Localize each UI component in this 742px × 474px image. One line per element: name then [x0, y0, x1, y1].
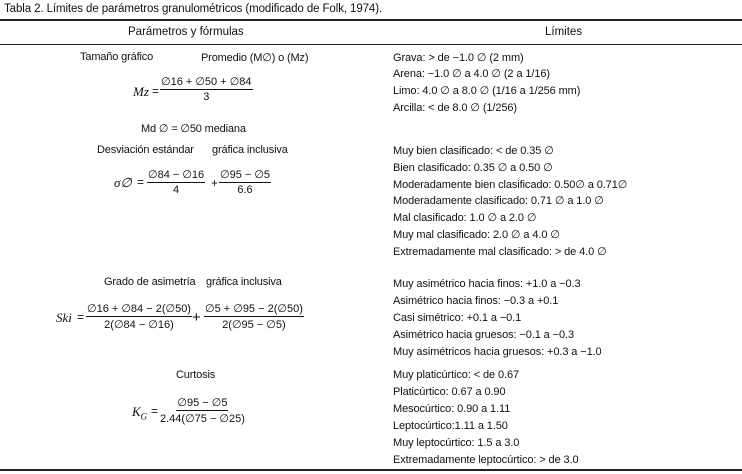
kurtosis-limit-2: Mesocúrtico: 0.90 a 1.11	[393, 403, 511, 415]
mean-limit-0: Grava: > de −1.0 ∅ (2 mm)	[393, 52, 524, 64]
sorting-limit-3: Moderadamente clasificado: 0.71 ∅ a 1.0 ∅	[393, 195, 604, 207]
mean-formula-numerator: ∅16 + ∅50 + ∅84	[161, 76, 252, 88]
median-formula: Md ∅ = ∅50 mediana	[141, 123, 246, 135]
skewness-limit-1: Asimétrico hacia finos: −0.3 a +0.1	[393, 295, 559, 307]
skewness-denominator-1: 2(∅84 − ∅16)	[104, 319, 174, 331]
skewness-numerator-1: ∅16 + ∅84 − 2(∅50)	[87, 303, 191, 315]
sorting-numerator-2: ∅95 − ∅5	[220, 169, 271, 181]
mean-formula-fraction	[160, 75, 253, 103]
sorting-limit-4: Mal clasificado: 1.0 ∅ a 2.0 ∅	[393, 212, 537, 224]
skewness-formula-plus: +	[192, 309, 201, 326]
kurtosis-formula-equals: =	[151, 404, 159, 418]
table-caption: Tabla 2. Límites de parámetros granulométricos (modificado de Folk, 1974).	[4, 3, 383, 15]
kurtosis-numerator: ∅95 − ∅5	[177, 397, 228, 409]
sorting-formula-fraction-2	[219, 168, 271, 196]
mean-formula-lhs: Mz	[133, 84, 149, 99]
kurtosis-formula-fraction	[160, 396, 245, 425]
mean-limit-3: Arcilla: < de 8.0 ∅ (1/256)	[393, 102, 517, 114]
sorting-formula-plus: +	[211, 176, 219, 190]
header-limits: Límites	[545, 26, 583, 38]
mean-label-average: Promedio (M∅) o (Mz)	[201, 52, 309, 64]
skewness-formula-equals: =	[77, 310, 85, 324]
sorting-label-inclusive: gráfica inclusiva	[212, 144, 288, 156]
mean-limit-2: Limo: 4.0 ∅ a 8.0 ∅ (1/16 a 1/256 mm)	[393, 85, 581, 97]
skewness-limit-0: Muy asimétrico hacia finos: +1.0 a −0.3	[393, 278, 581, 290]
skewness-numerator-2: ∅5 + ∅95 − 2(∅50)	[205, 303, 303, 315]
mean-limit-1: Arena: −1.0 ∅ a 4.0 ∅ (2 a 1/16)	[393, 68, 550, 80]
sorting-denominator-2: 6.6	[237, 184, 253, 196]
skewness-label-inclusive: gráfica inclusiva	[206, 276, 282, 288]
kurtosis-lhs-main: K	[132, 404, 141, 419]
sorting-limit-1: Bien clasificado: 0.35 ∅ a 0.50 ∅	[393, 162, 553, 174]
skewness-limit-3: Asimétrico hacia gruesos: −0.1 a −0.3	[393, 329, 574, 341]
kurtosis-limit-4: Muy leptocúrtico: 1.5 a 3.0	[393, 437, 520, 449]
skewness-formula-lhs: Ski	[56, 310, 72, 325]
sorting-limit-0: Muy bien clasificado: < de 0.35 ∅	[393, 145, 554, 157]
sorting-formula-lhs: σ∅	[114, 175, 132, 190]
mean-formula-denominator: 3	[203, 91, 210, 103]
skewness-label-asymmetry: Grado de asimetría	[104, 276, 196, 288]
kurtosis-formula-lhs	[132, 404, 147, 422]
kurtosis-denominator: 2.44(∅75 − ∅25)	[160, 413, 245, 425]
mean-formula-equals: =	[152, 84, 160, 98]
skewness-formula-fraction-1	[86, 302, 192, 331]
skewness-limit-2: Casi simétrico: +0.1 a −0.1	[393, 312, 522, 324]
sorting-formula-equals: =	[137, 175, 145, 189]
sorting-limit-2: Moderadamente bien clasificado: 0.50∅ a 0.71∅	[393, 179, 628, 191]
kurtosis-lhs-sub: G	[140, 411, 148, 422]
kurtosis-limit-5: Extremadamente leptocúrtico: > de 3.0	[393, 454, 579, 466]
skewness-denominator-2: 2(∅95 − ∅5)	[222, 319, 286, 331]
sorting-label-stddev: Desviación estándar	[97, 144, 194, 156]
header-rule	[0, 44, 742, 45]
bottom-rule	[0, 469, 742, 471]
mean-label-size: Tamaño gráfico	[80, 51, 154, 63]
kurtosis-label: Curtosis	[176, 369, 216, 381]
sorting-denominator-1: 4	[173, 184, 180, 196]
top-rule	[0, 19, 742, 21]
sorting-limit-6: Extremadamente mal clasificado: > de 4.0 ∅	[393, 246, 607, 258]
skewness-formula-fraction-2	[204, 302, 304, 331]
sorting-limit-5: Muy mal clasificado: 2.0 ∅ a 4.0 ∅	[393, 229, 560, 241]
kurtosis-limit-0: Muy platicúrtico: < de 0.67	[393, 369, 520, 381]
kurtosis-limit-3: Leptocúrtico:1.11 a 1.50	[393, 420, 508, 432]
sorting-numerator-1: ∅84 − ∅16	[148, 169, 205, 181]
skewness-limit-4: Muy asimétricos hacia gruesos: +0.3 a −1.0	[393, 346, 602, 358]
header-parameters: Parámetros y fórmulas	[128, 26, 244, 38]
kurtosis-limit-1: Platicúrtico: 0.67 a 0.90	[393, 386, 506, 398]
sorting-formula-fraction-1	[147, 168, 205, 196]
